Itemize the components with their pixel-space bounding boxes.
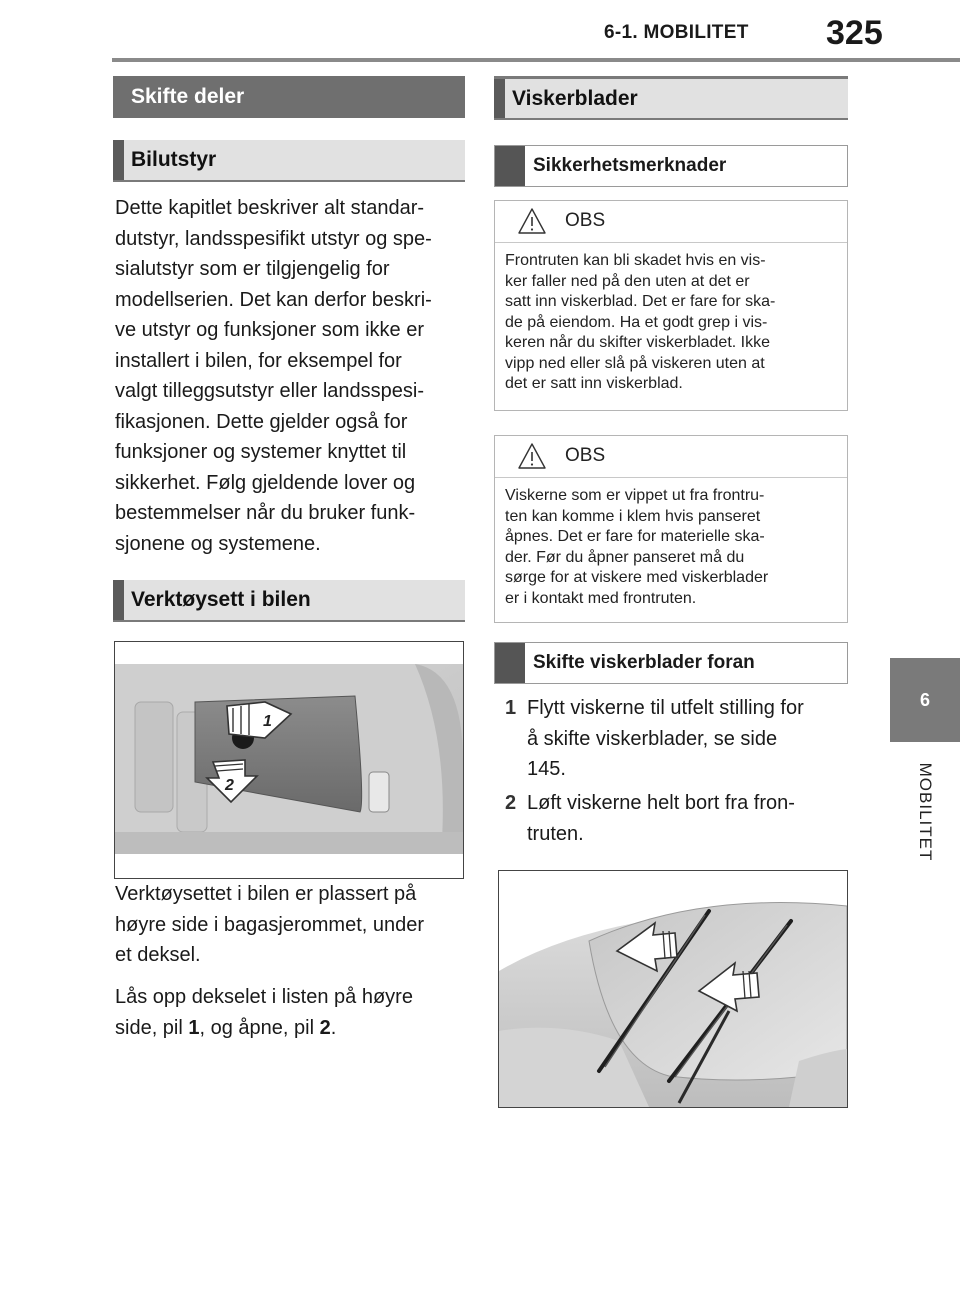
box-sikkerhetsmerknader — [494, 145, 848, 187]
text-line: truten. — [527, 822, 584, 845]
text-line: sikkerhet. Følg gjeldende lover og — [115, 471, 416, 494]
header-rule — [112, 58, 960, 62]
box-accent — [495, 643, 525, 683]
text-line: Viskerne som er vippet ut fra frontru- — [505, 487, 765, 504]
text-line — [115, 1013, 475, 1044]
heading-text: Skifte deler — [131, 85, 245, 108]
text-line: Løft viskerne helt bort fra fron- — [527, 792, 795, 814]
subheading-text: Bilutstyr — [131, 148, 217, 171]
text-line: Dette kapitlet beskriver alt standar- — [115, 197, 425, 219]
text-line: å skifte viskerblader, se side — [527, 727, 778, 750]
obs-title: OBS — [565, 445, 606, 466]
text-line: sjonene og systemene. — [115, 532, 321, 555]
heading-skifte-deler — [113, 76, 465, 118]
chapter-tab — [890, 658, 960, 742]
section-title: 6-1. MOBILITET — [604, 22, 749, 43]
text-line: er i kontakt med frontruten. — [505, 589, 697, 607]
warning-triangle-icon — [517, 207, 547, 235]
text-line: valgt tilleggsutstyr eller landsspesi- — [115, 380, 425, 402]
heading-viskerblader — [494, 76, 848, 120]
text-line: ve utstyr og funksjoner som ikke er — [115, 319, 425, 341]
subheading-bilutstyr — [113, 140, 465, 182]
step-text — [527, 693, 847, 785]
arrow-number-2: 2 — [319, 1016, 331, 1039]
text-line: 145. — [527, 758, 566, 780]
paragraph-unlock-cover — [115, 982, 475, 1043]
arrow-number-1: 1 — [188, 1016, 200, 1039]
text-line: høyre side i bagasjerommet, under — [115, 913, 425, 936]
obs-text — [505, 486, 837, 609]
text-run: . — [330, 1016, 337, 1039]
text-line: satt inn viskerblad. Det er fare for ska- — [505, 293, 776, 310]
bar-accent — [113, 580, 124, 620]
step-2 — [505, 788, 850, 850]
step-number: 1 — [505, 697, 517, 719]
text-line: de på eiendom. Ha et godt grep i vis- — [505, 313, 768, 331]
text-line: ten kan komme i klem hvis panseret — [505, 507, 761, 525]
wiper-illustration — [499, 871, 847, 1107]
obs-text — [505, 251, 837, 395]
box-text: Sikkerhetsmerknader — [533, 155, 727, 176]
subheading-verktoysett — [113, 580, 465, 622]
text-line: dutstyr, landsspesifikt utstyr og spe- — [115, 227, 432, 250]
obs-title: OBS — [565, 210, 606, 231]
obs-box-2 — [494, 435, 848, 623]
box-accent — [495, 146, 525, 186]
figure-wipers — [498, 870, 848, 1108]
text-line: fikasjonen. Dette gjelder også for — [115, 410, 408, 433]
step-1 — [505, 693, 850, 788]
step-text — [527, 788, 847, 849]
page-number: 325 — [826, 14, 883, 52]
step-number: 2 — [505, 792, 517, 814]
obs-header — [495, 201, 847, 243]
text-line: ker faller ned på den uten at det er — [505, 272, 750, 290]
box-skifte-viskerblader — [494, 642, 848, 684]
chapter-number: 6 — [919, 689, 930, 710]
text-line: sørge for at viskere med viskerblader — [505, 569, 769, 586]
box-text: Skifte viskerblader foran — [533, 652, 755, 673]
text-line: keren når du skifter viskerbladet. Ikke — [505, 334, 771, 351]
text-line: modellserien. Det kan derfor beskri- — [115, 288, 432, 311]
figure-trunk-toolkit — [114, 641, 464, 879]
text-line: Frontruten kan bli skadet hvis en vis- — [505, 252, 766, 269]
heading-text: Viskerblader — [512, 86, 638, 110]
text-run: , og åpne, pil — [199, 1016, 320, 1039]
callout-1: 1 — [263, 713, 272, 730]
bar-accent — [113, 140, 124, 180]
chapter-label: MOBILITET — [916, 762, 935, 862]
text-line: funksjoner og systemer knyttet til — [115, 441, 407, 463]
warning-triangle-icon — [517, 442, 547, 470]
paragraph-toolkit-location — [115, 879, 475, 971]
text-line: Verktøysettet i bilen er plassert på — [115, 883, 417, 905]
text-line: et deksel. — [115, 944, 201, 966]
text-line: Lås opp dekselet i listen på høyre — [115, 986, 413, 1008]
text-line: åpnes. Det er fare for materielle ska- — [505, 528, 765, 545]
obs-box-1 — [494, 200, 848, 411]
text-line: sialutstyr som er tilgjengelig for — [115, 258, 390, 280]
obs-header — [495, 436, 847, 478]
subheading-text: Verktøysett i bilen — [131, 588, 311, 611]
text-line: det er satt inn viskerblad. — [505, 375, 683, 392]
text-line: installert i bilen, for eksempel for — [115, 349, 402, 372]
text-line: der. Før du åpner panseret må du — [505, 548, 745, 566]
callout-2: 2 — [225, 777, 234, 794]
trunk-illustration — [115, 642, 463, 878]
paragraph-bilutstyr — [115, 193, 475, 559]
text-run: side, pil — [115, 1016, 189, 1039]
text-line: Flytt viskerne til utfelt stilling for — [527, 697, 804, 719]
text-line: vipp ned eller slå på viskeren uten at — [505, 354, 765, 372]
text-line: bestemmelser når du bruker funk- — [115, 502, 416, 524]
bar-accent — [494, 79, 505, 118]
